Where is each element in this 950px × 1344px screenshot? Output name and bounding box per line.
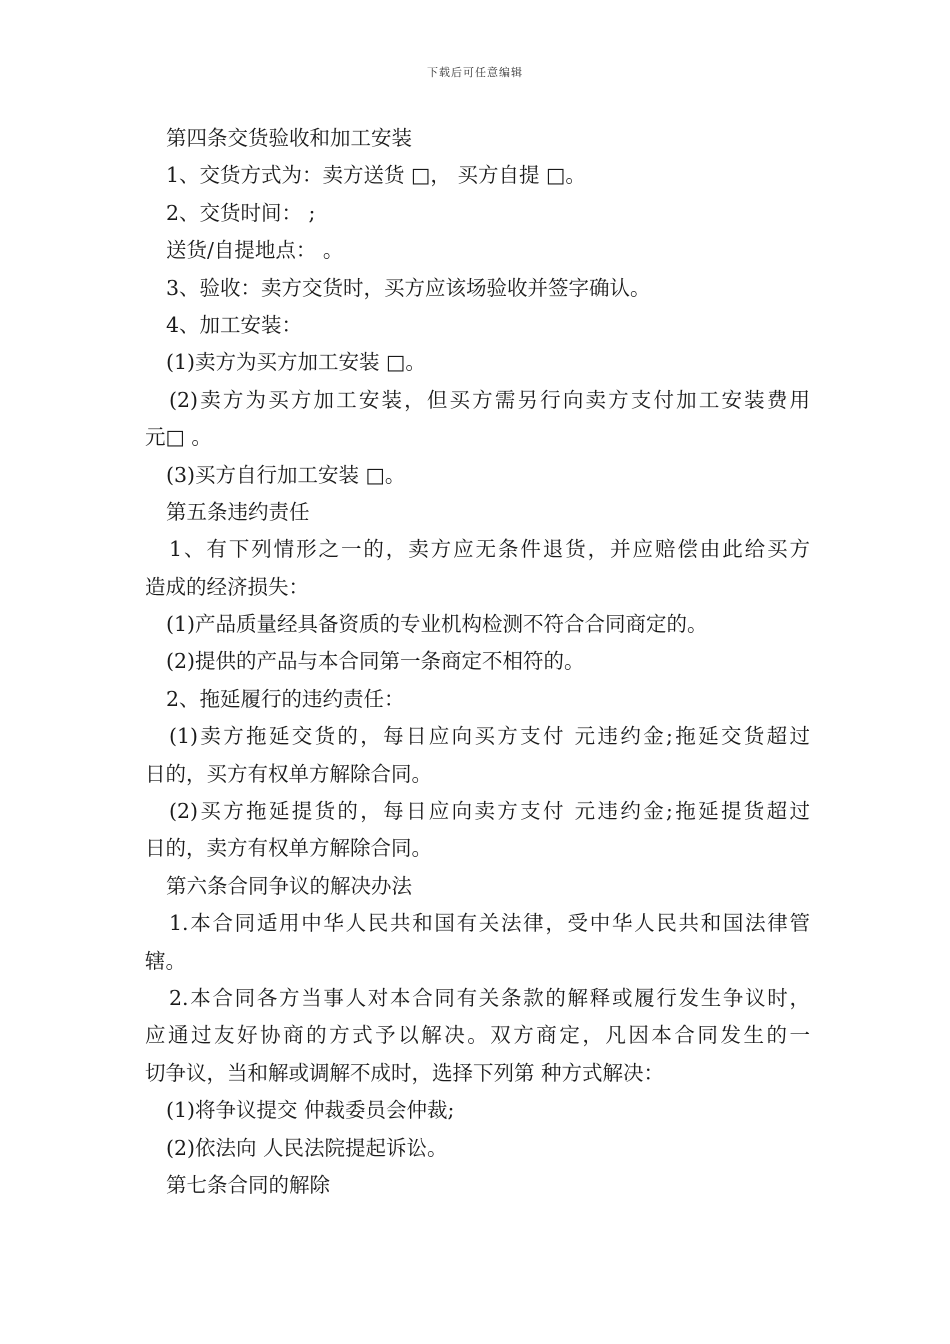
paragraph-line: (2)依法向 人民法院提起诉讼。 bbox=[166, 1135, 448, 1160]
section-heading-4: 第四条交货验收和加工安装 bbox=[166, 126, 412, 150]
page-header: 下载后可任意编辑 bbox=[427, 66, 523, 79]
paragraph-line: 日的，买方有权单方解除合同。 bbox=[145, 761, 432, 786]
section-heading-6: 第六条合同争议的解决办法 bbox=[166, 873, 412, 898]
paragraph-line: 2.本合同各方当事人对本合同有关条款的解释或履行发生争议时， bbox=[169, 985, 810, 1010]
paragraph-line: 3、验收：卖方交货时，买方应该场验收并签字确认。 bbox=[166, 275, 651, 300]
section-heading-5: 第五条违约责任 bbox=[166, 499, 310, 524]
paragraph-line: (1)卖方拖延交货的，每日应向买方支付 元违约金;拖延交货超过 bbox=[169, 724, 810, 749]
paragraph-line: 切争议，当和解或调解不成时，选择下列第 种方式解决： bbox=[145, 1060, 665, 1085]
paragraph-line: (2)买方拖延提货的，每日应向卖方支付 元违约金;拖延提货超过 bbox=[169, 799, 810, 824]
paragraph-line: 元□ 。 bbox=[145, 425, 212, 450]
paragraph-line: (1)卖方为买方加工安装 □。 bbox=[166, 350, 426, 375]
paragraph-line: 4、加工安装： bbox=[166, 312, 303, 337]
paragraph-line: 辖。 bbox=[145, 948, 186, 973]
paragraph-line: (1)产品质量经具备资质的专业机构检测不符合合同商定的。 bbox=[166, 612, 708, 637]
paragraph-line: 2、拖延履行的违约责任： bbox=[166, 686, 405, 711]
paragraph-line: 送货/自提地点： 。 bbox=[166, 238, 344, 263]
document-body bbox=[145, 120, 810, 1204]
paragraph-line: 1、有下列情形之一的，卖方应无条件退货，并应赔偿由此给买方 bbox=[169, 537, 810, 562]
section-heading-7: 第七条合同的解除 bbox=[166, 1172, 330, 1197]
paragraph-line: (3)买方自行加工安装 □。 bbox=[166, 462, 406, 487]
paragraph-line: (2)卖方为买方加工安装，但买方需另行向卖方支付加工安装费用 bbox=[169, 387, 810, 412]
paragraph-line: 日的，卖方有权单方解除合同。 bbox=[145, 836, 432, 861]
paragraph-line: (1)将争议提交 仲裁委员会仲裁; bbox=[166, 1098, 455, 1123]
paragraph-line: 造成的经济损失： bbox=[145, 574, 309, 599]
paragraph-line: 2、交货时间： ; bbox=[166, 200, 316, 225]
paragraph-line: 应通过友好协商的方式予以解决。双方商定，凡因本合同发生的一 bbox=[145, 1023, 810, 1048]
paragraph-line: (2)提供的产品与本合同第一条商定不相符的。 bbox=[166, 649, 585, 674]
paragraph-line: 1、交货方式为：卖方送货 □， 买方自提 □。 bbox=[166, 163, 586, 188]
paragraph-line: 1.本合同适用中华人民共和国有关法律，受中华人民共和国法律管 bbox=[169, 911, 810, 936]
